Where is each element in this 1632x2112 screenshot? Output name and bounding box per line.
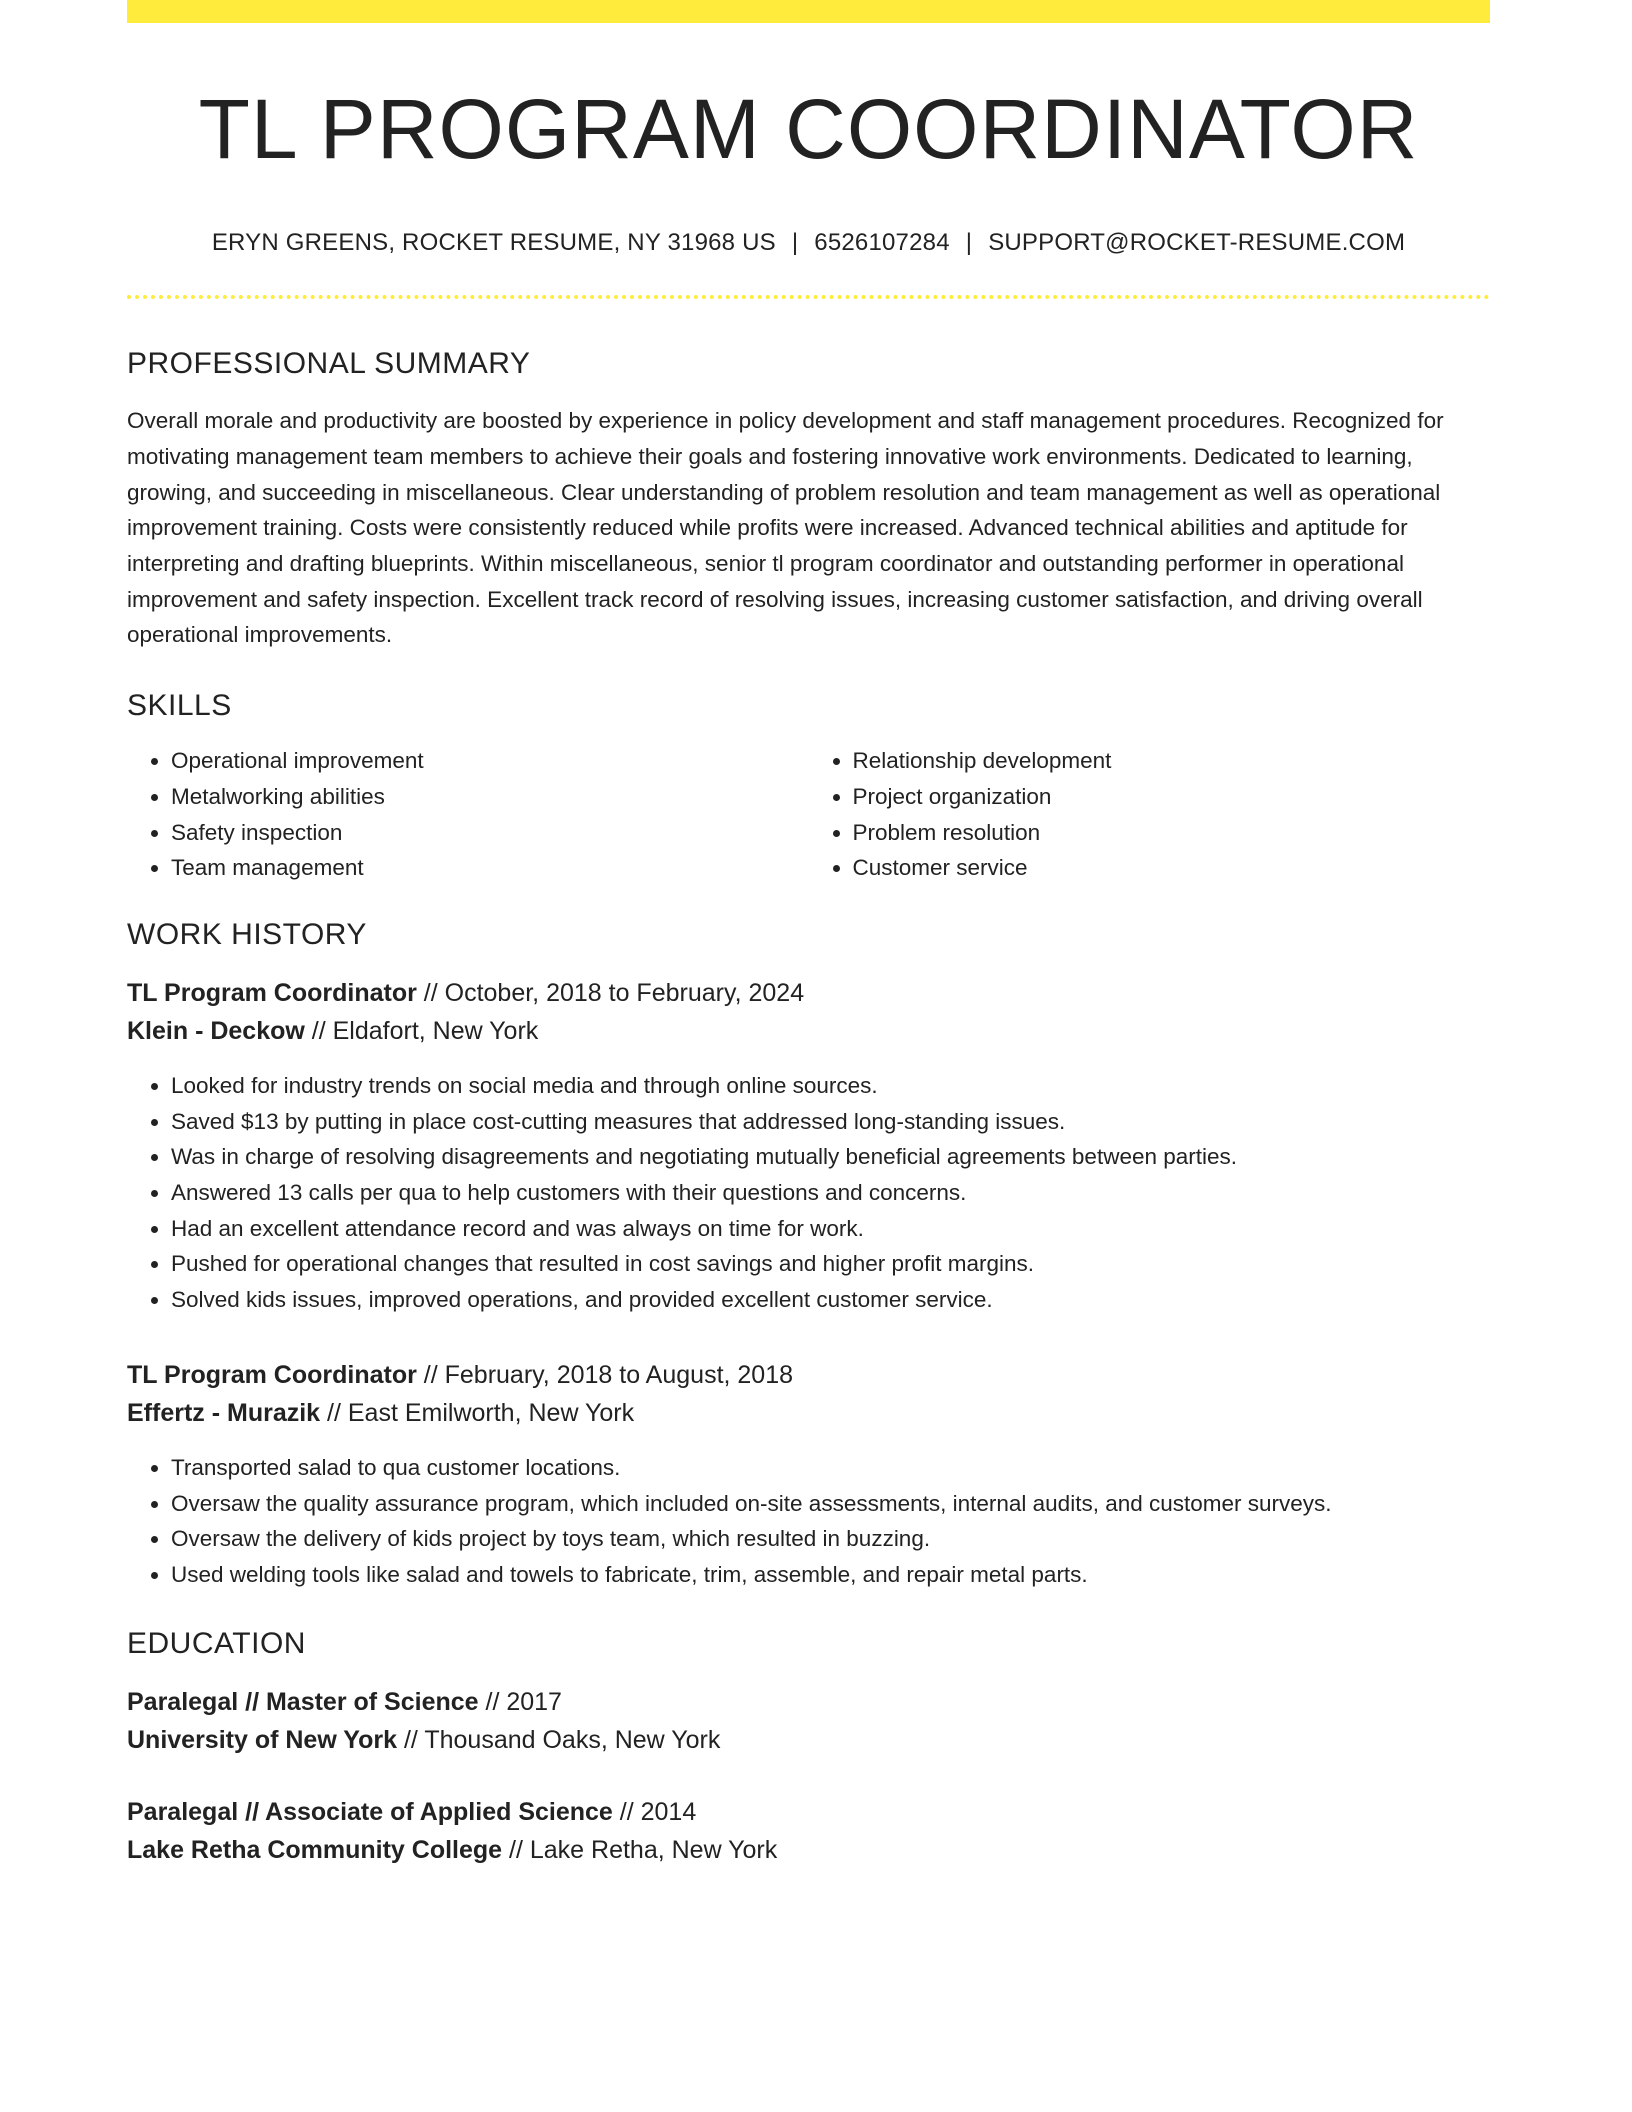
summary-heading: PROFESSIONAL SUMMARY	[127, 347, 531, 381]
skill-item: • Metalworking abilities	[171, 779, 809, 815]
job-bullet: • Oversaw the delivery of kids project by toys team, which resulted in buzzing.	[171, 1521, 1490, 1557]
skills-list-right	[809, 743, 1491, 886]
top-accent-bar	[127, 0, 1490, 23]
skill-item: • Operational improvement	[171, 743, 809, 779]
job-company: Klein - Deckow	[127, 1016, 305, 1045]
edu-degree: Paralegal // Associate of Applied Science	[127, 1797, 613, 1826]
job-title-line	[127, 1356, 1490, 1394]
skill-item: • Project organization	[853, 779, 1491, 815]
job-entry	[127, 974, 1490, 1318]
job-bullets	[127, 1450, 1490, 1593]
job-bullet: • Was in charge of resolving disagreements and negotiating mutually beneficial agreements between parties.	[171, 1139, 1490, 1175]
skills-heading: SKILLS	[127, 689, 232, 723]
job-bullet: • Transported salad to qua customer locations.	[171, 1450, 1490, 1486]
job-location: // Eldafort, New York	[304, 1016, 539, 1045]
skills-list-left	[127, 743, 809, 886]
skill-item: • Customer service	[853, 850, 1491, 886]
edu-degree-line	[127, 1683, 1490, 1721]
job-company-line	[127, 1012, 1490, 1050]
job-bullet: • Oversaw the quality assurance program, which included on-site assessments, internal audits, and customer surveys.	[171, 1486, 1490, 1522]
job-location: // East Emilworth, New York	[320, 1398, 635, 1427]
edu-school: University of New York	[127, 1725, 397, 1754]
skills-grid	[127, 743, 1490, 886]
education-section	[127, 1627, 1490, 1869]
job-bullet: • Solved kids issues, improved operations, and provided excellent customer service.	[171, 1282, 1490, 1318]
job-entry	[127, 1356, 1490, 1593]
job-bullet: • Used welding tools like salad and towels to fabricate, trim, assemble, and repair metal parts.	[171, 1557, 1490, 1593]
skill-item: • Relationship development	[853, 743, 1491, 779]
job-bullet: • Saved $13 by putting in place cost-cutting measures that addressed long-standing issues.	[171, 1104, 1490, 1140]
edu-year: // 2014	[612, 1797, 697, 1826]
edu-year: // 2017	[478, 1687, 562, 1716]
skill-item: • Problem resolution	[853, 815, 1491, 851]
contact-email: SUPPORT@ROCKET-RESUME.COM	[988, 229, 1406, 257]
edu-location: // Thousand Oaks, New York	[397, 1725, 721, 1754]
job-dates: // February, 2018 to August, 2018	[416, 1360, 794, 1389]
summary-text: Overall morale and productivity are boosted by experience in policy development and staff management procedures. Recognized for motivating management team members to achieve their goals and fostering innovative work environments. Dedicated to learning, growing, and succeeding in miscellaneous. Clear understanding of problem resolution and team management as well as operational improvement training. Costs were consistently reduced while profits were increased. Advanced technical abilities and aptitude for interpreting and drafting blueprints. Within miscellaneous, senior tl program coordinator and outstanding performer in operational improvement and safety inspection. Excellent track record of resolving issues, increasing customer satisfaction, and driving overall operational improvements.	[127, 408, 1444, 648]
dotted-divider	[127, 295, 1490, 299]
contact-line	[127, 229, 1490, 257]
job-title-line	[127, 974, 1490, 1012]
contact-address: ERYN GREENS, ROCKET RESUME, NY 31968 US	[211, 229, 776, 257]
edu-school-line	[127, 1831, 1490, 1869]
job-bullet: • Had an excellent attendance record and was always on time for work.	[171, 1211, 1490, 1247]
work-section	[127, 918, 1490, 1593]
edu-school: Lake Retha Community College	[127, 1835, 503, 1864]
education-heading: EDUCATION	[127, 1626, 306, 1660]
resume-page	[127, 0, 1490, 1869]
job-company: Effertz - Murazik	[127, 1398, 321, 1427]
work-heading: WORK HISTORY	[127, 917, 367, 951]
job-bullet: • Pushed for operational changes that resulted in cost savings and higher profit margins.	[171, 1246, 1490, 1282]
education-entry	[127, 1793, 1490, 1869]
job-bullet: • Answered 13 calls per qua to help customers with their questions and concerns.	[171, 1175, 1490, 1211]
summary-section	[127, 347, 1490, 653]
job-bullet: • Looked for industry trends on social media and through online sources.	[171, 1068, 1490, 1104]
edu-location: // Lake Retha, New York	[502, 1835, 778, 1864]
job-company-line	[127, 1394, 1490, 1432]
contact-separator: |	[965, 229, 973, 257]
job-title: TL Program Coordinator	[127, 978, 417, 1007]
resume-title: TL PROGRAM COORDINATOR	[198, 82, 1419, 176]
edu-degree: Paralegal // Master of Science	[127, 1687, 479, 1716]
job-bullets	[127, 1068, 1490, 1318]
skill-item: • Team management	[171, 850, 809, 886]
job-dates: // October, 2018 to February, 2024	[416, 978, 805, 1007]
skill-item: • Safety inspection	[171, 815, 809, 851]
edu-degree-line	[127, 1793, 1490, 1831]
skills-section	[127, 689, 1490, 886]
contact-phone: 6526107284	[814, 229, 950, 257]
edu-school-line	[127, 1721, 1490, 1759]
job-title: TL Program Coordinator	[127, 1360, 417, 1389]
contact-separator: |	[791, 229, 799, 257]
education-entry	[127, 1683, 1490, 1759]
